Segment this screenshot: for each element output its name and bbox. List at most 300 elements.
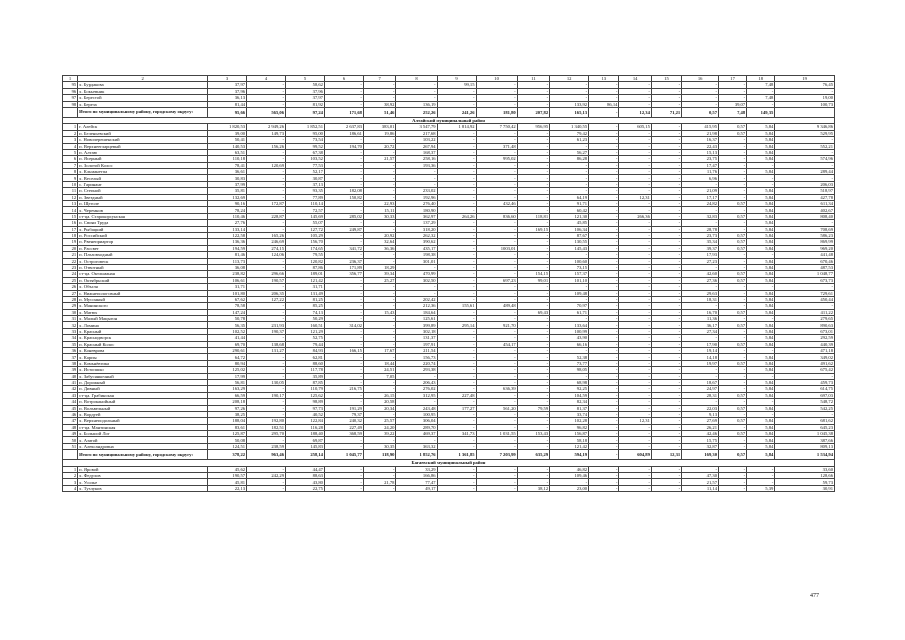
table-cell: 36,08 xyxy=(208,264,247,270)
table-cell: - xyxy=(619,424,651,430)
table-cell: - xyxy=(363,341,395,347)
table-cell: - xyxy=(363,354,395,360)
table-cell: - xyxy=(619,386,651,392)
table-cell: 17,17 xyxy=(682,194,719,200)
settlement-name: п. Дорожный xyxy=(78,379,208,385)
table-cell: - xyxy=(719,194,747,200)
table-cell: 0,57 xyxy=(719,405,747,411)
settlement-name: п. Беленьевский xyxy=(78,130,208,136)
table-cell: 0,57 xyxy=(719,322,747,328)
settlement-name: п. Мусонный xyxy=(78,296,208,302)
table-cell: - xyxy=(589,328,619,334)
row-number: 3 xyxy=(63,479,78,485)
table-cell: - xyxy=(589,264,619,270)
table-cell: 73,54 xyxy=(286,137,325,143)
table-cell: - xyxy=(651,239,681,245)
table-cell: - xyxy=(651,479,681,485)
column-header: 1 xyxy=(63,76,78,82)
table-cell xyxy=(775,107,835,117)
table-cell: - xyxy=(775,137,835,143)
table-cell: - xyxy=(437,156,476,162)
table-cell: 0,57 xyxy=(719,392,747,398)
table-cell: 171,68 xyxy=(324,107,363,117)
table-cell: - xyxy=(619,466,651,472)
settlement-name: п. Октябрьский xyxy=(78,277,208,283)
table-cell: 15,11 xyxy=(363,207,395,213)
table-cell: 0,57 xyxy=(719,124,747,130)
table-cell: - xyxy=(363,258,395,264)
table-cell: - xyxy=(651,162,681,168)
settlement-name: х. Ломина xyxy=(78,322,208,328)
table-cell: - xyxy=(324,284,363,290)
table-cell: - xyxy=(550,296,589,302)
table-cell: 0,57 xyxy=(719,245,747,251)
table-cell: - xyxy=(363,88,395,94)
table-cell: - xyxy=(363,316,395,322)
table-cell: 37,96 xyxy=(208,88,247,94)
table-cell: 5,84 xyxy=(747,360,775,366)
table-cell: - xyxy=(589,335,619,341)
table-cell: - xyxy=(651,156,681,162)
table-cell: - xyxy=(589,386,619,392)
table-cell: 99,01 xyxy=(517,277,549,283)
table-cell: 87,86 xyxy=(286,264,325,270)
table-cell: 12,31 xyxy=(619,194,651,200)
table-cell: 68,98 xyxy=(550,379,589,385)
table-cell: - xyxy=(247,258,286,264)
table-cell: - xyxy=(247,316,286,322)
table-cell: - xyxy=(396,181,437,187)
table-cell: - xyxy=(247,437,286,443)
row-number: 10 xyxy=(63,181,78,187)
table-cell: 289,44 xyxy=(775,169,835,175)
table-cell: 88,60 xyxy=(286,360,325,366)
table-cell: 136,19 xyxy=(396,101,437,107)
table-cell: - xyxy=(437,367,476,373)
table-cell: - xyxy=(517,137,549,143)
table-cell: 0,57 xyxy=(719,341,747,347)
table-cell: - xyxy=(589,284,619,290)
table-cell: - xyxy=(589,258,619,264)
table-cell: 27,36 xyxy=(682,277,719,283)
table-cell: 190,37 xyxy=(247,328,286,334)
table-cell: - xyxy=(517,101,549,107)
table-cell: 31,71 xyxy=(286,284,325,290)
table-cell: 708,69 xyxy=(775,226,835,232)
table-cell: 76,45 xyxy=(775,82,835,88)
row-number: 6 xyxy=(63,156,78,162)
row-number: 9 xyxy=(63,175,78,181)
table-cell: 35,34 xyxy=(682,239,719,245)
table-cell: 487,53 xyxy=(775,264,835,270)
table-cell: 43,90 xyxy=(550,335,589,341)
table-cell: - xyxy=(775,162,835,168)
row-number: 95 xyxy=(63,82,78,88)
table-cell: 172,87 xyxy=(247,201,286,207)
settlement-name: п. Красный Колос xyxy=(78,341,208,347)
row-number: 47 xyxy=(63,418,78,424)
table-cell: 11,14 xyxy=(682,485,719,491)
table-cell: 17,93 xyxy=(682,252,719,258)
table-cell: 411,22 xyxy=(775,309,835,315)
table-cell: - xyxy=(324,232,363,238)
table-cell: - xyxy=(517,156,549,162)
column-header: 3 xyxy=(208,76,247,82)
table-cell: 295,14 xyxy=(437,322,476,328)
table-cell: 21,57 xyxy=(682,479,719,485)
table-cell: - xyxy=(476,88,517,94)
table-cell: - xyxy=(682,284,719,290)
table-cell: 156,73 xyxy=(396,354,437,360)
settlement-name: п. Рвенеприартор xyxy=(78,239,208,245)
table-cell: - xyxy=(719,316,747,322)
table-cell: 217,68 xyxy=(396,130,437,136)
row-number: 35 xyxy=(63,341,78,347)
table-cell: - xyxy=(550,95,589,101)
table-cell: - xyxy=(324,290,363,296)
table-cell: - xyxy=(437,411,476,417)
table-cell: 240,32 xyxy=(324,418,363,424)
table-cell: 91,71 xyxy=(550,201,589,207)
table-cell: - xyxy=(517,220,549,226)
table-cell: - xyxy=(476,284,517,290)
table-cell: - xyxy=(619,277,651,283)
settlement-name: ст-ца. Мантинская xyxy=(78,424,208,430)
table-cell: - xyxy=(775,149,835,155)
table-cell: - xyxy=(589,443,619,449)
table-cell: - xyxy=(682,466,719,472)
table-cell: 137,29 xyxy=(396,220,437,226)
table-cell: 81,44 xyxy=(208,101,247,107)
table-cell: 246,69 xyxy=(247,239,286,245)
table-cell: 489,48 xyxy=(476,303,517,309)
table-cell: - xyxy=(476,316,517,322)
table-cell: - xyxy=(476,360,517,366)
table-cell: 52,38 xyxy=(550,354,589,360)
data-table xyxy=(62,75,835,492)
table-cell: 56,27 xyxy=(550,149,589,155)
table-cell: 27,23 xyxy=(682,258,719,264)
table-cell: - xyxy=(396,437,437,443)
table-cell: - xyxy=(437,188,476,194)
table-cell: 378,22 xyxy=(208,450,247,460)
table-cell: - xyxy=(476,169,517,175)
table-cell: - xyxy=(589,437,619,443)
table-cell: 9 346,86 xyxy=(775,124,835,130)
table-cell: 19,00 xyxy=(775,95,835,101)
table-cell: 81,25 xyxy=(286,296,325,302)
table-cell: - xyxy=(517,386,549,392)
table-cell: 96,82 xyxy=(550,424,589,430)
table-cell: 5,84 xyxy=(747,450,775,460)
table-cell: - xyxy=(324,303,363,309)
table-cell: - xyxy=(619,82,651,88)
table-cell: 387,66 xyxy=(775,437,835,443)
table-cell: - xyxy=(324,296,363,302)
table-cell: 101,10 xyxy=(550,277,589,283)
table-cell: 21,98 xyxy=(682,130,719,136)
table-cell: 0,57 xyxy=(719,239,747,245)
row-number: 41 xyxy=(63,379,78,385)
table-cell: - xyxy=(363,162,395,168)
settlement-name: х. Малый Мацыгон xyxy=(78,316,208,322)
table-cell: - xyxy=(324,399,363,405)
table-cell: - xyxy=(550,162,589,168)
table-cell: 124,06 xyxy=(247,252,286,258)
row-number: 46 xyxy=(63,411,78,417)
table-cell xyxy=(63,450,78,460)
table-cell: 17,99 xyxy=(208,373,247,379)
table-cell: 87,85 xyxy=(286,379,325,385)
table-cell: - xyxy=(589,399,619,405)
row-number: 20 xyxy=(63,245,78,251)
table-cell: - xyxy=(682,207,719,213)
column-header: 18 xyxy=(747,76,775,82)
table-cell: - xyxy=(719,437,747,443)
settlement-name: х. Забусянкочный xyxy=(78,373,208,379)
table-cell: 104,59 xyxy=(550,392,589,398)
table-cell: 969,20 xyxy=(775,245,835,251)
row-number: 17 xyxy=(63,226,78,232)
table-cell: - xyxy=(589,175,619,181)
table-cell: 198,38 xyxy=(396,252,437,258)
row-number: 28 xyxy=(63,296,78,302)
table-cell: 88,63 xyxy=(286,473,325,479)
table-cell: - xyxy=(682,88,719,94)
table-cell: 5,84 xyxy=(747,124,775,130)
table-cell: 561,20 xyxy=(476,405,517,411)
table-cell: - xyxy=(589,226,619,232)
table-cell: 262,32 xyxy=(396,232,437,238)
table-cell: - xyxy=(589,213,619,219)
table-cell: - xyxy=(651,264,681,270)
settlement-name: х. Александровна xyxy=(78,443,208,449)
table-cell: - xyxy=(476,181,517,187)
table-cell: - xyxy=(651,431,681,437)
row-number: 37 xyxy=(63,354,78,360)
column-header: 11 xyxy=(517,76,549,82)
table-cell: 100,60 xyxy=(550,258,589,264)
table-cell: 33,74 xyxy=(550,411,589,417)
table-cell: - xyxy=(437,466,476,472)
table-cell: - xyxy=(747,479,775,485)
settlement-name: п. Степной xyxy=(78,188,208,194)
table-cell: 157,37 xyxy=(550,271,589,277)
table-cell: - xyxy=(437,201,476,207)
table-cell: 206,03 xyxy=(775,181,835,187)
table-cell: 95,66 xyxy=(208,107,247,117)
row-number: 13 xyxy=(63,201,78,207)
table-cell: 454,17 xyxy=(476,341,517,347)
table-cell: - xyxy=(324,137,363,143)
table-cell: 296,66 xyxy=(247,271,286,277)
table-cell: 1 852,76 xyxy=(396,450,437,460)
table-cell: 206,35 xyxy=(247,290,286,296)
table-cell: 102,52 xyxy=(208,328,247,334)
table-cell: - xyxy=(517,207,549,213)
total-row xyxy=(63,450,835,460)
table-cell: - xyxy=(247,137,286,143)
table-cell: 60,42 xyxy=(550,207,589,213)
table-cell: 15,75 xyxy=(682,437,719,443)
table-cell: 836,60 xyxy=(476,213,517,219)
settlement-name: п. Дивный xyxy=(78,386,208,392)
table-cell: 69,43 xyxy=(517,309,549,315)
row-number: 98 xyxy=(63,101,78,107)
table-cell: - xyxy=(719,169,747,175)
table-cell: - xyxy=(747,88,775,94)
table-cell: - xyxy=(775,373,835,379)
table-cell: 43,80 xyxy=(286,479,325,485)
table-cell: 5,84 xyxy=(747,277,775,283)
table-cell: - xyxy=(719,82,747,88)
row-number: 40 xyxy=(63,373,78,379)
table-cell: 36,36 xyxy=(363,245,395,251)
table-cell: - xyxy=(324,309,363,315)
table-cell: 39,07 xyxy=(719,101,747,107)
table-cell: 440,39 xyxy=(775,341,835,347)
table-cell: - xyxy=(719,424,747,430)
table-cell: - xyxy=(324,88,363,94)
table-cell: - xyxy=(437,95,476,101)
table-cell: - xyxy=(437,277,476,283)
settlement-name: х. Федулов xyxy=(78,473,208,479)
table-cell: - xyxy=(476,335,517,341)
table-cell: 243,48 xyxy=(396,405,437,411)
table-row xyxy=(63,485,835,491)
table-cell: - xyxy=(589,411,619,417)
table-cell: - xyxy=(550,88,589,94)
settlement-name: п. Яровой xyxy=(78,466,208,472)
table-cell: 312,95 xyxy=(396,392,437,398)
table-cell: 432,46 xyxy=(476,201,517,207)
table-cell: 87,67 xyxy=(550,232,589,238)
table-cell: - xyxy=(476,411,517,417)
row-number: 36 xyxy=(63,348,78,354)
table-cell: - xyxy=(517,348,549,354)
table-cell: 5,84 xyxy=(747,367,775,373)
table-cell: 24,82 xyxy=(682,201,719,207)
table-cell: - xyxy=(651,258,681,264)
table-cell: 45,85 xyxy=(550,220,589,226)
table-cell: 22,03 xyxy=(682,405,719,411)
table-cell: - xyxy=(324,485,363,491)
table-cell: - xyxy=(651,303,681,309)
table-cell: - xyxy=(437,309,476,315)
table-cell: 182,08 xyxy=(324,188,363,194)
row-number: 43 xyxy=(63,392,78,398)
table-cell: 586,23 xyxy=(775,232,835,238)
table-cell: 236,37 xyxy=(324,258,363,264)
table-cell: - xyxy=(651,175,681,181)
table-cell: 697,23 xyxy=(476,277,517,283)
table-cell: - xyxy=(589,88,619,94)
table-cell: 5,84 xyxy=(747,239,775,245)
table-cell: - xyxy=(437,143,476,149)
table-cell: 869,99 xyxy=(775,239,835,245)
table-cell: - xyxy=(476,309,517,315)
table-cell: 145,69 xyxy=(286,213,325,219)
table-cell: 121,42 xyxy=(550,443,589,449)
table-cell: - xyxy=(517,232,549,238)
table-cell: - xyxy=(651,181,681,187)
row-number: 14 xyxy=(63,207,78,213)
column-header: 4 xyxy=(247,76,286,82)
table-cell: - xyxy=(324,207,363,213)
table-cell: 206,43 xyxy=(396,379,437,385)
table-cell: - xyxy=(550,188,589,194)
table-cell: 5,84 xyxy=(747,418,775,424)
table-cell: - xyxy=(517,411,549,417)
table-cell: 289,70 xyxy=(396,424,437,430)
table-cell: - xyxy=(775,175,835,181)
table-cell: 192,96 xyxy=(396,194,437,200)
table-cell: 356,77 xyxy=(324,271,363,277)
table-cell: - xyxy=(651,473,681,479)
table-cell: - xyxy=(550,175,589,181)
table-cell: - xyxy=(719,335,747,341)
table-cell: 67,62 xyxy=(208,296,247,302)
table-cell: - xyxy=(682,335,719,341)
table-cell: 7,48 xyxy=(747,95,775,101)
table-cell: - xyxy=(589,245,619,251)
table-cell: - xyxy=(747,411,775,417)
table-cell: - xyxy=(476,101,517,107)
table-cell: 106,61 xyxy=(208,277,247,283)
table-cell: 190,57 xyxy=(247,277,286,283)
table-cell: 197,91 xyxy=(396,341,437,347)
table-cell: - xyxy=(363,379,395,385)
table-cell: 69,87 xyxy=(286,437,325,443)
table-cell: 37,97 xyxy=(286,95,325,101)
table-cell: - xyxy=(324,341,363,347)
table-cell: - xyxy=(682,101,719,107)
table-cell: 285,02 xyxy=(324,213,363,219)
table-cell: 0,57 xyxy=(719,130,747,136)
table-cell: - xyxy=(550,82,589,88)
table-cell: 415,95 xyxy=(682,124,719,130)
table-cell: - xyxy=(363,194,395,200)
table-cell: 11,36 xyxy=(682,316,719,322)
table-cell: 2 637,83 xyxy=(324,124,363,130)
table-cell: 5,84 xyxy=(747,271,775,277)
table-cell: - xyxy=(437,258,476,264)
table-cell: - xyxy=(682,367,719,373)
table-cell: 145,83 xyxy=(286,443,325,449)
table-cell: 17,47 xyxy=(682,162,719,168)
table-cell: 552,21 xyxy=(775,143,835,149)
table-cell: 18,67 xyxy=(682,379,719,385)
table-cell: - xyxy=(247,335,286,341)
table-cell: - xyxy=(363,296,395,302)
table-cell: 85,25 xyxy=(286,303,325,309)
table-cell: 78,58 xyxy=(208,303,247,309)
table-cell: - xyxy=(651,399,681,405)
table-cell: 469,37 xyxy=(396,431,437,437)
total-label: Итого по муниципальному району, городскому округу: xyxy=(78,107,208,117)
settlement-name: п. Ясерный xyxy=(78,156,208,162)
table-cell: 132,69 xyxy=(208,194,247,200)
table-cell: 125,02 xyxy=(208,367,247,373)
table-cell: - xyxy=(589,424,619,430)
table-cell: - xyxy=(363,149,395,155)
table-cell: 79,37 xyxy=(324,411,363,417)
table-cell: - xyxy=(651,245,681,251)
table-cell: 149,35 xyxy=(747,107,775,117)
table-cell: 0,57 xyxy=(719,309,747,315)
table-cell: 27,69 xyxy=(682,418,719,424)
table-cell: 207,82 xyxy=(517,107,549,117)
